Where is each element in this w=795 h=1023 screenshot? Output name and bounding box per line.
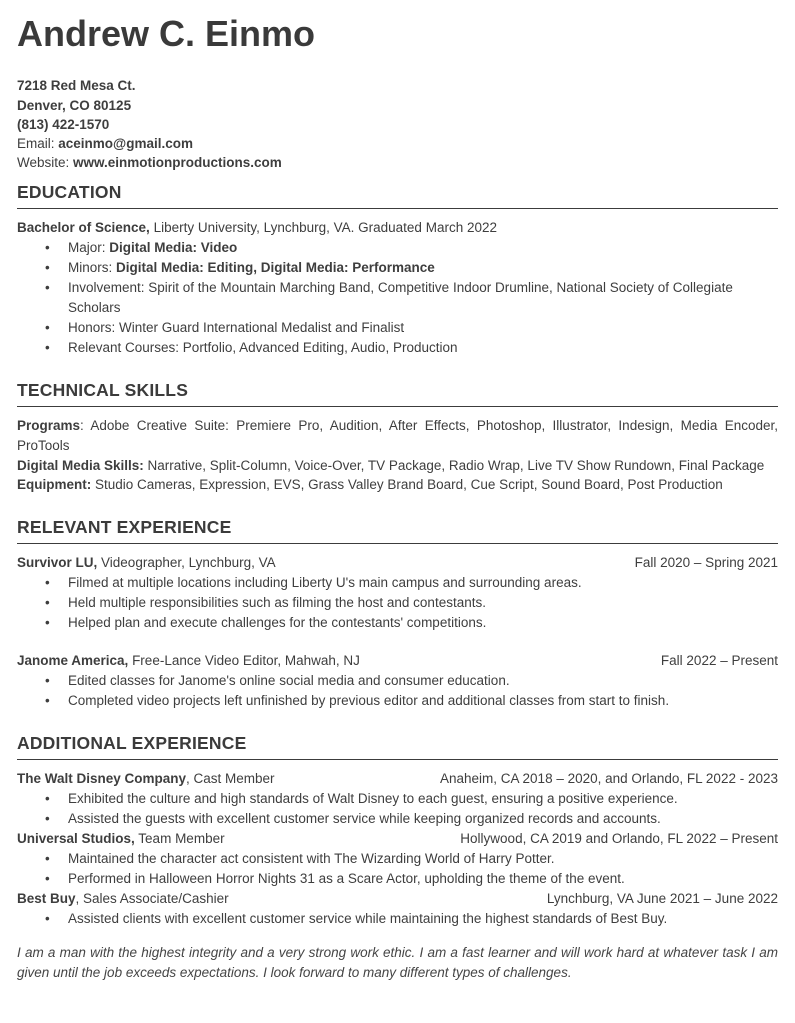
address-line-1: 7218 Red Mesa Ct.	[17, 78, 136, 94]
address-line-2: Denver, CO 80125	[17, 97, 132, 113]
bullet-item: • Honors: Winter Guard International Medalist and Finalist	[68, 318, 778, 338]
section-technical-skills	[17, 380, 778, 494]
job-walt-disney	[17, 769, 778, 829]
bullet-item: • Major: Digital Media: Video	[68, 238, 778, 258]
bullet-item: • Performed in Halloween Horror Nights 31 as a Scare Actor, upholding the theme of the event.	[68, 869, 778, 889]
skills-equipment-line: Equipment: Studio Cameras, Expression, EVS, Grass Valley Brand Board, Cue Script, Sound Board, Post Production	[17, 477, 723, 493]
bullet-item: • Involvement: Spirit of the Mountain Marching Band, Competitive Indoor Drumline, National Society of Collegiate Scholars	[68, 278, 778, 318]
education-degree-line: Bachelor of Science, Liberty University, Lynchburg, VA. Graduated March 2022	[17, 220, 497, 236]
job-title-line: Janome America, Free-Lance Video Editor, Mahwah, NJ	[17, 652, 360, 668]
bullet-item: • Filmed at multiple locations including Liberty U's main campus and surrounding areas.	[68, 573, 778, 593]
job-survivor-lu	[17, 553, 778, 633]
job-header-row	[17, 553, 778, 573]
job-title-line: Best Buy, Sales Associate/Cashier	[17, 890, 229, 906]
job-dates: Anaheim, CA 2018 – 2020, and Orlando, FL 2022 - 2023	[440, 770, 778, 786]
section-title-education: EDUCATION	[17, 182, 778, 209]
email-label: Email:	[17, 135, 59, 151]
job-best-buy	[17, 889, 778, 929]
job-bullet-list	[17, 909, 778, 929]
technical-skills-content	[17, 416, 778, 494]
job-dates: Hollywood, CA 2019 and Orlando, FL 2022 – Present	[460, 830, 778, 846]
section-title-technical-skills: TECHNICAL SKILLS	[17, 380, 778, 407]
job-bullet-list	[17, 789, 778, 829]
job-header-row	[17, 651, 778, 671]
job-janome-america	[17, 651, 778, 711]
bullet-item: • Completed video projects left unfinished by previous editor and additional classes from start to finish.	[68, 691, 778, 711]
education-bullet-list	[17, 238, 778, 358]
job-title-line: Survivor LU, Videographer, Lynchburg, VA	[17, 554, 276, 570]
contact-block	[17, 76, 778, 172]
bullet-item: • Maintained the character act consistent with The Wizarding World of Harry Potter.	[68, 849, 778, 869]
job-dates: Fall 2022 – Present	[660, 652, 778, 668]
section-relevant-experience	[17, 517, 778, 711]
education-content	[17, 218, 778, 358]
additional-experience-content	[17, 769, 778, 929]
job-dates: Fall 2020 – Spring 2021	[634, 554, 778, 570]
section-additional-experience	[17, 733, 778, 929]
website-value: www.einmotionproductions.com	[73, 155, 282, 171]
website-label: Website:	[17, 155, 74, 171]
section-title-additional-experience: ADDITIONAL EXPERIENCE	[17, 733, 778, 760]
bullet-item: • Assisted clients with excellent customer service while maintaining the highest standards of Best Buy.	[68, 909, 778, 929]
bullet-item: • Helped plan and execute challenges for the contestants' competitions.	[68, 613, 778, 633]
job-bullet-list	[17, 671, 778, 711]
job-header-row	[17, 889, 778, 909]
resume-name: Andrew C. Einmo	[17, 13, 316, 54]
job-dates: Lynchburg, VA June 2021 – June 2022	[546, 890, 778, 906]
bullet-item: • Relevant Courses: Portfolio, Advanced Editing, Audio, Production	[68, 338, 778, 358]
website-line	[17, 153, 778, 172]
job-title-line: Universal Studios, Team Member	[17, 830, 225, 846]
section-education	[17, 182, 778, 358]
skills-digital-media-line: Digital Media Skills: Narrative, Split-Column, Voice-Over, TV Package, Radio Wrap, Live TV Show Rundown, Final Package	[17, 457, 765, 473]
job-universal-studios	[17, 829, 778, 889]
email-line	[17, 134, 778, 153]
relevant-experience-content	[17, 553, 778, 711]
bullet-item: • Held multiple responsibilities such as filming the host and contestants.	[68, 593, 778, 613]
job-header-row	[17, 769, 778, 789]
personal-statement: I am a man with the highest integrity and a very strong work ethic. I am a fast learner and will work hard at whatever task I am given until the job exceeds expectations. I look forward to many different types of challenges.	[17, 944, 778, 981]
email-value: aceinmo@gmail.com	[58, 135, 193, 151]
job-bullet-list	[17, 573, 778, 633]
bullet-item: • Edited classes for Janome's online social media and consumer education.	[68, 671, 778, 691]
skills-programs-line: Programs: Adobe Creative Suite: Premiere Pro, Audition, After Effects, Photoshop, Illustrator, Indesign, Media Encoder, ProTools	[17, 418, 778, 453]
phone-number: (813) 422-1570	[17, 116, 110, 132]
job-title-line: The Walt Disney Company, Cast Member	[17, 770, 275, 786]
bullet-item: • Exhibited the culture and high standards of Walt Disney to each guest, ensuring a positive experience.	[68, 789, 778, 809]
section-title-relevant-experience: RELEVANT EXPERIENCE	[17, 517, 778, 544]
bullet-item: • Minors: Digital Media: Editing, Digital Media: Performance	[68, 258, 778, 278]
job-header-row	[17, 829, 778, 849]
job-bullet-list	[17, 849, 778, 889]
bullet-item: • Assisted the guests with excellent customer service while keeping organized records and accounts.	[68, 809, 778, 829]
